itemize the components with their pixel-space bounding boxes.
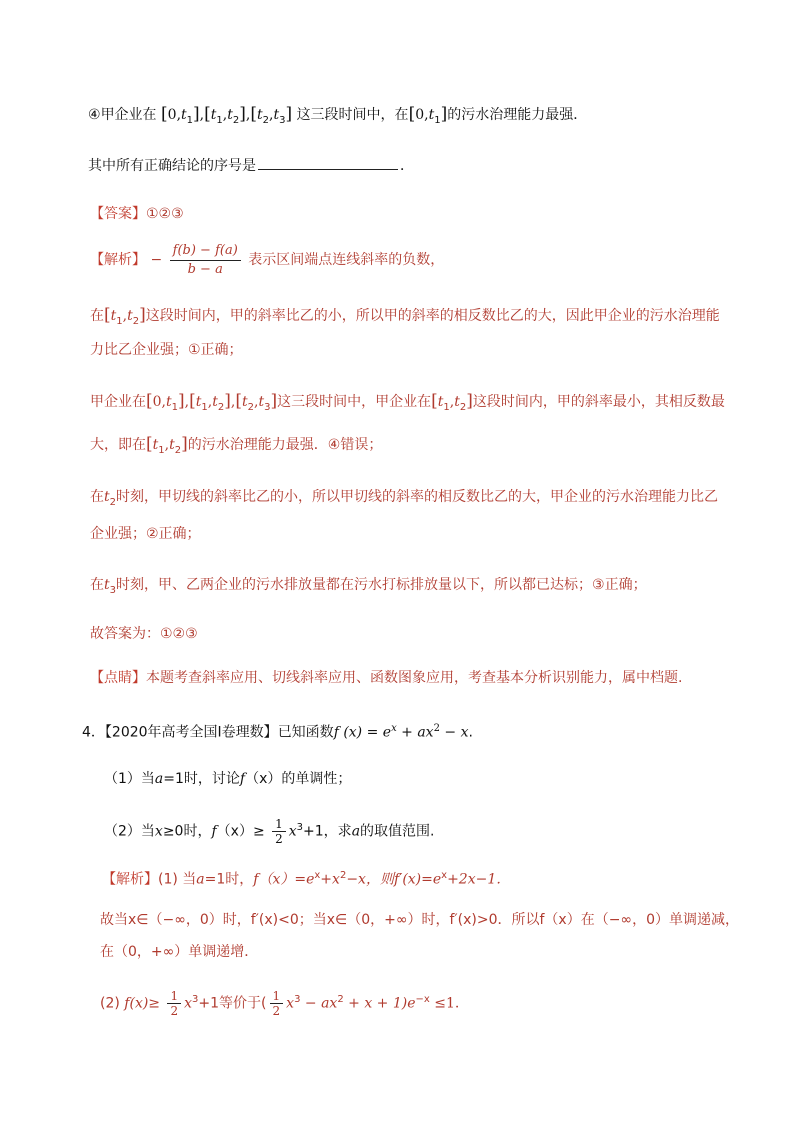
analysis-line: 【解析】 − $\frac{f(b) - f(a)}{b - a}$ 表示区间端点连线斜率的负数， [90,242,445,277]
para-1-line-2: 力比乙企业强；①正确； [90,342,243,358]
slope-fraction: $\frac{f(b) - f(a)}{b - a}$ [170,242,241,279]
problem-4-header: 4．【2020年高考全国Ⅰ卷理数】已知函数f $(x) = e^x + ax^2 - x$. [82,723,473,741]
sub-question-2: （2）当x≥0时，f（x）≥ $\frac{1}{2}$ $x^3+1$，求a的取值范围. [104,817,435,847]
answer-blank [258,155,398,170]
analysis-label: 【解析】 [90,252,146,268]
para-3-line-2: 企业强；②正确； [90,526,201,542]
solution-1: 【解析】(1) 当a=1时，$f(x)=e^x+x^2-x$，则$f'(x)=e^x+2x-1$． [102,870,511,888]
answer-value: ①②③ [146,206,184,222]
conclusion-line: 故答案为：①②③ [90,626,198,642]
answer-label: 【答案】 [90,206,146,222]
half-fraction: $\frac{1}{2}$ [272,817,286,846]
solution-3: (2) f(x)≥ $\frac{1}{2}$ $x^3+1$等价于( $\frac{1}{2}$ $x^3 - ax^2 + x + 1)e^{-x} \le 1$. [100,989,460,1019]
solution-2-line-1: 故当x∈（−∞，0）时，f′(x)<0；当x∈（0，+∞）时，f′(x)>0．所以f（x）在（−∞，0）单调递减， [100,912,739,928]
para-2-line-1: 甲企业在$[0,t_1],[t_1,t_2],[t_2,t_3]$这三段时间中，甲企业在$[t_1,t_2]$这段时间内，甲的斜率最小，其相反数最 [90,391,725,413]
half-fraction: $\frac{1}{2}$ [167,989,181,1018]
answer-line [90,204,184,224]
problem-source: 【2020年高考全国Ⅰ卷理数】 [104,724,278,741]
item-4-statement: ④甲企业在 $[0,t_1],[t_1,t_2],[t_2,t_3]$ 这三段时间中，在$[0,t_1]$的污水治理能力最强． [88,104,588,126]
para-1-line-1: 在$[t_1,t_2]$这段时间内，甲的斜率比乙的小，所以甲的斜率的相反数比乙的大，因此甲企业的污水治理能 [90,305,720,327]
solution-2-line-2: 在（0，+∞）单调递增． [100,944,259,960]
para-4-line: 在$t_3$时刻，甲、乙两企业的污水排放量都在污水打标排放量以下，所以都已达标；③正确； [90,577,647,596]
sub-question-1: （1）当a=1时，讨论f（x）的单调性； [104,771,352,787]
problem-number: 4． [82,724,105,741]
solution-label: 【解析】 [102,871,158,888]
para-2-line-2: 大，即在$[t_1,t_2]$的污水治理能力最强．④错误； [90,434,383,456]
para-3-line-1: 在$t_2$时刻，甲切线的斜率比乙的小，所以甲切线的斜率的相反数比乙的大，甲企业的污水治理能力比乙 [90,489,719,508]
question-line: 其中所有正确结论的序号是 ． [88,155,414,176]
comment-label: 【点睛】 [90,670,146,686]
half-fraction: $\frac{1}{2}$ [270,989,284,1018]
circle-four: ④ [88,107,101,123]
comment-line: 【点睛】本题考查斜率应用、切线斜率应用、函数图象应用，考查基本分析识别能力，属中档题. [90,670,683,686]
